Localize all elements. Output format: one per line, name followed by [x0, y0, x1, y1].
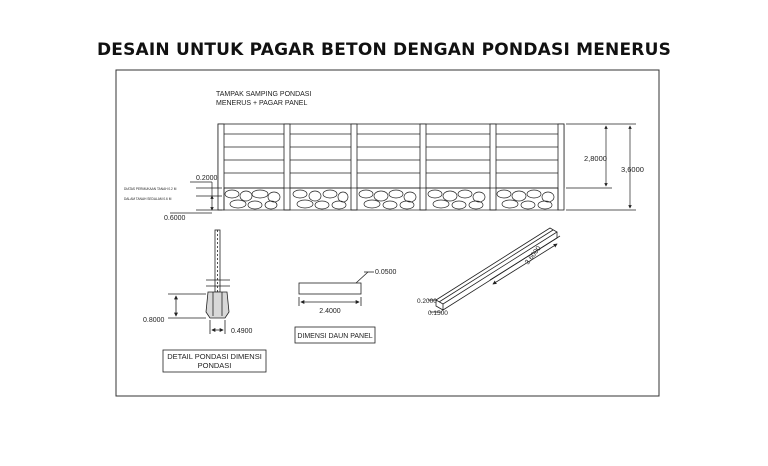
dim-total-height: 3,6000: [621, 165, 644, 174]
detail-dim-width: 0.4900: [231, 328, 253, 335]
detail-dim-depth: 0.8000: [143, 317, 165, 324]
detail-footing: [206, 292, 229, 318]
column-detail: [417, 228, 560, 317]
dim-ground-offset: 0.2000: [196, 175, 218, 182]
panel-dim-thickness: 0.0500: [375, 269, 397, 276]
panel-detail: [295, 269, 397, 343]
column-dim-base: 0.1500: [428, 310, 448, 317]
foundation-detail: [143, 230, 266, 372]
detail-label-line2: PONDASI: [197, 361, 232, 370]
drawing-frame: [116, 70, 659, 396]
column-dim-section: 0.2000: [417, 298, 437, 305]
page-title: DESAIN UNTUK PAGAR BETON DENGAN PONDASI MENERUS: [96, 40, 672, 60]
detail-label-line1: DETAIL PONDASI DIMENSI: [167, 352, 262, 361]
fence-panels: [218, 124, 564, 188]
note-ground-below: DALAM TANAH SEDALAM 0.6 M: [124, 197, 172, 201]
side-view-caption-line1: TAMPAK SAMPING PONDASI: [216, 91, 312, 98]
dim-foundation-depth: 0.6000: [164, 215, 186, 222]
dim-panel-height: 2,8000: [584, 154, 607, 163]
left-dimensions: [170, 182, 222, 213]
note-ground-top: DIATAS PERMUKAAN TANAH 0.2 M: [124, 187, 177, 191]
panel-shape: [299, 283, 361, 294]
rubble-foundation: [224, 188, 558, 210]
panel-dim-length: 2.4000: [319, 308, 341, 315]
column-dim-length: 3.6000: [524, 245, 543, 267]
side-view-caption-line2: MENERUS + PAGAR PANEL: [216, 100, 308, 107]
panel-label: DIMENSI DAUN PANEL: [297, 333, 373, 340]
side-view: [124, 91, 644, 222]
